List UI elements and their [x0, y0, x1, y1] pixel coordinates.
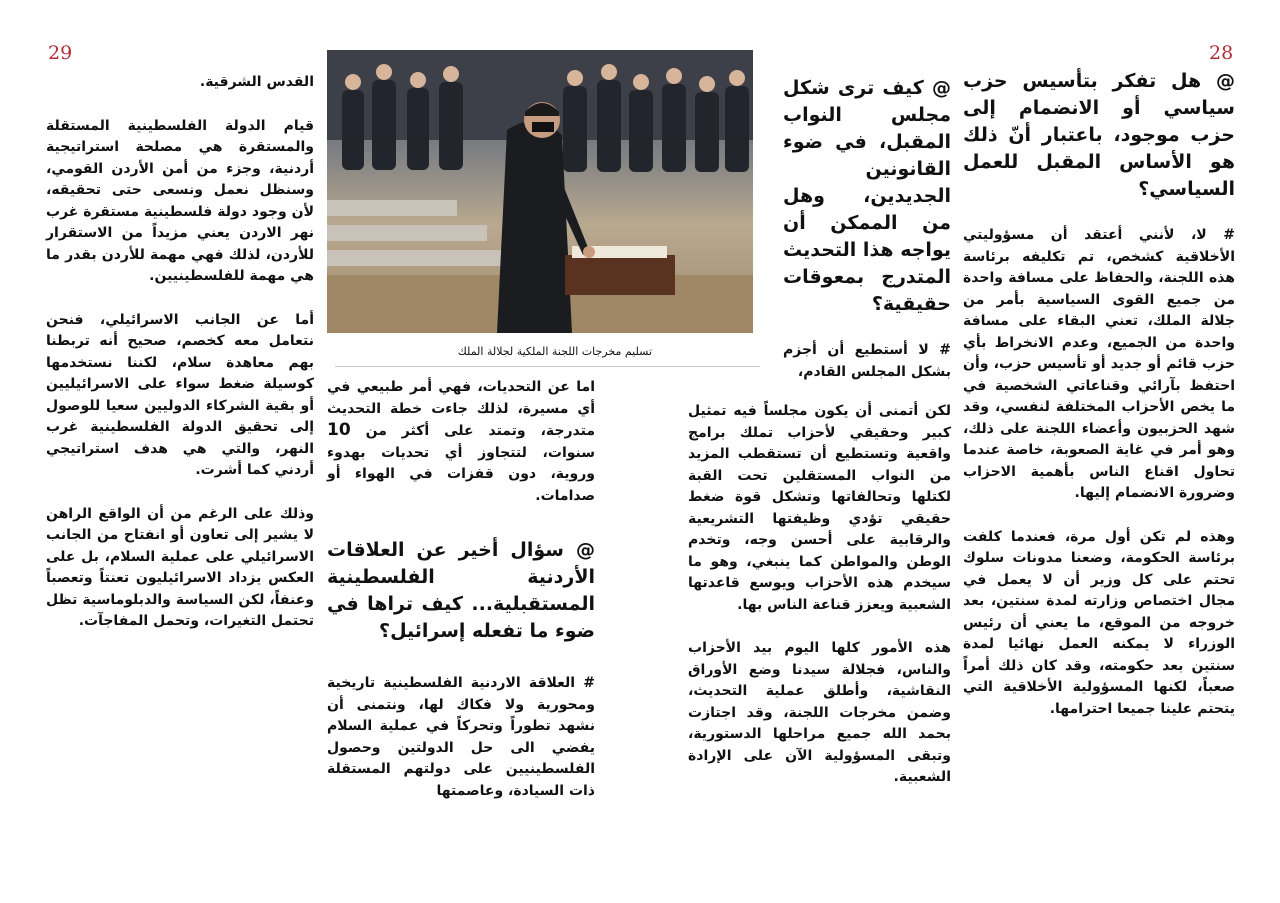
paragraph-parties-hope: لكن أتمنى أن يكون مجلساً فيه تمثيل كبير وحقيقي لأحزاب تملك برامج واقعية وتستطيع أن تستقطب المزيد من النواب المستقلين تحت القبة لكتلها وتحالفاتها وتشكل قوة ضغط حقيقي تؤدي وظيفتها التشريعية والرقابية على أحسن وجه، وتخدم الوطن والمواطن كما ينبغي، وهو ما سيخدم هذه الأحزاب ويوسع قاعدتها الشعبية ويعزز قناعة الناس بها. — [688, 403, 951, 613]
challenges-text-end: سنوات، لتتجاوز أي تحديات بهدوء وروية، دون قفزات في الهواء أو صدامات. — [327, 444, 595, 504]
ceremony-illustration — [327, 50, 753, 333]
years-number: 10 — [327, 420, 351, 440]
answer-parliament-intro: # لا أستطيع أن أجزم بشكل المجلس القادم، — [783, 342, 951, 380]
ceremony-photo — [327, 50, 753, 333]
page-number-left: 29 — [48, 42, 73, 64]
column-center-left — [327, 377, 595, 802]
paragraph-israeli-side: أما عن الجانب الاسرائيلي، فنحن نتعامل معه كخصم، صحيح أنه تربطنا بهم معاهدة سلام، لكننا نستخدمها كوسيلة ضغط سواء على الاسرائيليين أو بقية الشركاء الدوليين سعيا للوصول إلى تحقيق الدولة الفلسطينية غرب النهر، والتي هي هدف استراتيجي أردني كما أشرت. — [46, 311, 314, 478]
paragraph-peace-process: وذلك على الرغم من أن الواقع الراهن لا يشير إلى تعاون أو انفتاح من الجانب الاسرائيلي على عملية السلام، بل على العكس يزداد الاسرائيليون تعنتاً وتعصباً وعنفاً، لكن السياسة والدبلوماسية تظل تحتمل التغيرات، وتحمل المفاجآت. — [46, 505, 314, 629]
caption-divider — [335, 366, 760, 367]
paragraph-east-jerusalem: القدس الشرقية. — [199, 74, 314, 90]
question-parliament: @ كيف ترى شكل مجلس النواب المقبل، في ضوء القانونين الجديدين، وهل من الممكن أن يواجه هذا التحديث المتدرج بمعوقات حقيقية؟ — [783, 77, 951, 315]
question-palestine: @ سؤال أخير عن العلاقات الأردنية الفلسطينية المستقبلية... كيف تراها في ضوء ما تفعله إسرائيل؟ — [327, 539, 595, 642]
column-left — [46, 72, 314, 633]
question-party: @ هل تفكر بتأسيس حزب سياسي أو الانضمام إلى حزب موجود، باعتبار أنّ ذلك هو الأساس المقبل للعمل السياسي؟ — [963, 70, 1235, 200]
paragraph-palestinian-state: قيام الدولة الفلسطينية المستقلة والمستقرة هي مصلحة استراتيجية أردنية، وجزء من أمن الأردن القومي، وسنظل نعمل ونسعى حتى تحقيقه، لأن وجود دولة فلسطينية مستقرة غرب نهر الاردن يعني مزيداً من الاستقرار للأردن، لذلك فهي مهمة للأردن بقدر ما هي مهمة للفلسطينيين. — [46, 117, 314, 284]
paragraph-code-of-conduct: وهذه لم تكن أول مرة، فعندما كلفت برئاسة الحكومة، وضعنا مدونات سلوك تحتم على كل وزير أن لا يعمل في مجال اختصاص وزارته لمدة سنتين، بعد خروجه من الموقع، ما يعني أن رئيس الوزراء لا يمكنه العمل نهائيا لمدة سنتين بعد حكومته، وقد كان ذلك أمراً صعباً، لكنها المسؤولية الأخلاقية التي يتحتم علينا جميعا احترامها. — [963, 528, 1235, 717]
answer-palestine: # العلاقة الاردنية الفلسطينية تاريخية ومحورية ولا فكاك لها، ونتمنى أن نشهد تطوراً وتحركاً في عملية السلام يفضي الى حل الدولتين وحصول الفلسطينيين على دولتهم المستقلة ذات السيادة، وعاصمتها — [327, 675, 595, 799]
column-right — [963, 68, 1235, 720]
photo-caption: تسليم مخرجات اللجنة الملكية لجلالة الملك — [457, 345, 652, 358]
page-number-right: 28 — [1209, 42, 1234, 64]
answer-party: # لا، لأنني أعتقد أن مسؤوليتي الأخلاقية كشخص، تم تكليفه برئاسة هذه اللجنة، والحفاظ على مسافة واحدة من جميع القوى السياسية بأمر من جلالة الملك، تعني البقاء على مسافة واحدة من الجميع، وعدم الانخراط بأي حزب قائم أو جديد أو تأسيس حزب، وأن احتفظ بآرائي وقناعاتي الشخصية في ما يخص الأحزاب المختلفة لنفسي، وقد شهد الحزبيون وأعضاء اللجنة على ذلك، وهو أمر في غاية الصعوبة، خاصة عندما تحاول اقناع الناس بأهمية الاحزاب وضرورة الانضمام إليها. — [963, 227, 1235, 501]
challenges-text-start: اما عن التحديات، فهي أمر طبيعي في أي مسيرة، لذلك جاءت خطة التحديث متدرجة، وتمتد على أكثر من — [327, 379, 595, 439]
paragraph-responsibility: هذه الأمور كلها اليوم بيد الأحزاب والناس، فجلالة سيدنا وضع الأوراق النقاشية، وأطلق عملية التحديث، وضمن مخرجات اللجنة، وقد اجتازت بحمد الله جميع مراحلها الدستورية، وتبقى المسؤولية الآن على الإرادة الشعبية. — [688, 640, 951, 785]
